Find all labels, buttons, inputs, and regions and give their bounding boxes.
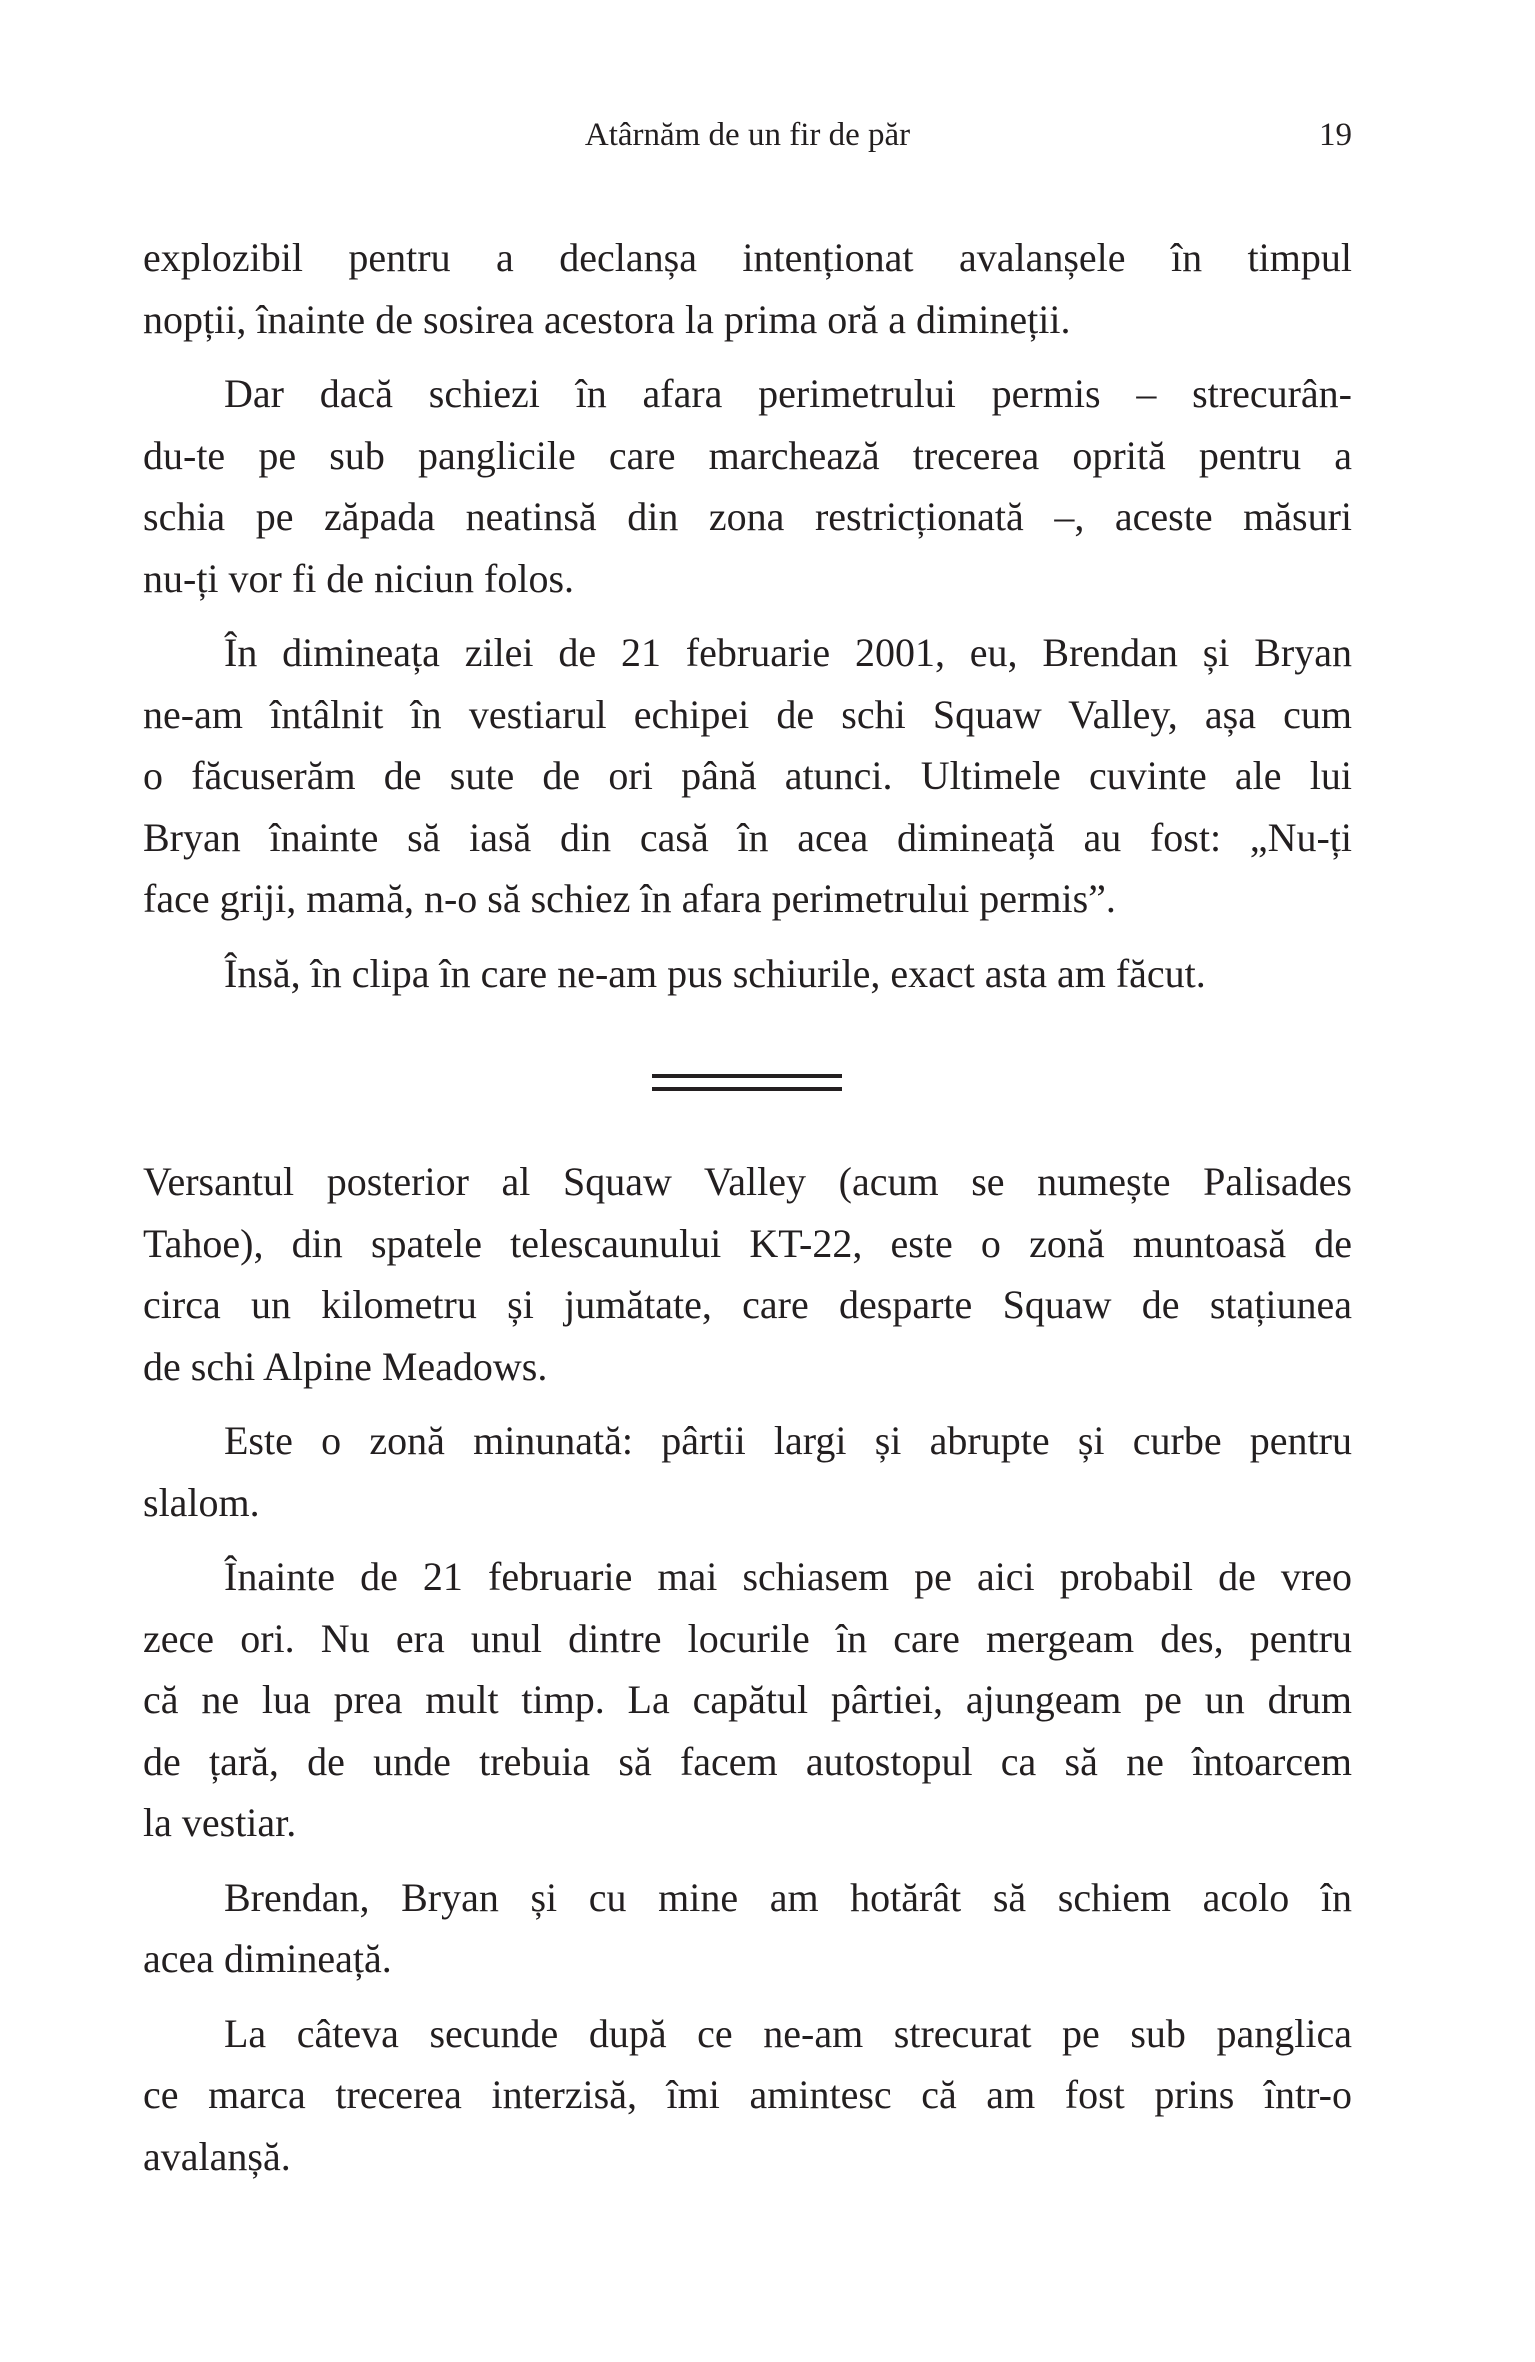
text-line: nopții, înainte de sosirea acestora la prima oră a dimineții. [143, 296, 1071, 342]
text-line: Este o zonă minunată: pârtii largi și abrupte și curbe pentru [224, 1418, 1352, 1463]
text-line: de țară, de unde trebuia să facem autostopul ca să ne întoarcem [143, 1738, 1352, 1784]
running-header-title: Atârnăm de un fir de păr [584, 117, 911, 153]
text-line: ne-am întâlnit în vestiarul echipei de schi Squaw Valley, așa cum [143, 691, 1352, 737]
page-number: 19 [1319, 117, 1352, 153]
text-line: face griji, mamă, n-o să schiez în afara perimetrului permis”. [143, 876, 1116, 921]
text-line: Dar dacă schiezi în afara perimetrului permis – strecurân- [224, 371, 1352, 416]
paragraph [143, 227, 1352, 350]
text-line: ce marca trecerea interzisă, îmi amintesc că am fost prins într-o [143, 2072, 1352, 2117]
text-line: de schi Alpine Meadows. [143, 1343, 548, 1389]
text-line: slalom. [143, 1479, 260, 1525]
text-line: nu-ți vor fi de niciun folos. [143, 555, 575, 601]
paragraph [143, 1151, 1352, 1397]
text-line: La câteva secunde după ce ne-am strecurat pe sub panglica [224, 2010, 1352, 2056]
paragraph [143, 1867, 1352, 1990]
text-line: la vestiar. [143, 1800, 297, 1845]
paragraph [143, 1546, 1352, 1854]
text-line: Brendan, Bryan și cu mine am hotărât să schiem acolo în [224, 1874, 1352, 1920]
text-line: În dimineața zilei de 21 februarie 2001, eu, Brendan și Bryan [224, 630, 1352, 675]
text-line: schia pe zăpada neatinsă din zona restricționată –, aceste măsuri [143, 494, 1352, 539]
text-line: explozibil pentru a declanșa intenționat avalanșele în timpul [143, 235, 1352, 280]
text-line: Versantul posterior al Squaw Valley (acum se numește Palisades [143, 1159, 1352, 1204]
paragraph [143, 363, 1352, 609]
section-2 [143, 1151, 1352, 2200]
paragraph [143, 2003, 1352, 2188]
text-line: du-te pe sub panglicile care marchează trecerea oprită pentru a [143, 432, 1352, 478]
paragraph [143, 943, 1352, 1005]
text-line: zece ori. Nu era unul dintre locurile în care mergeam des, pentru [143, 1615, 1352, 1661]
text-line: Înainte de 21 februarie mai schiasem pe aici probabil de vreo [224, 1554, 1352, 1599]
text-line: o făcuserăm de sute de ori până atunci. Ultimele cuvinte ale lui [143, 753, 1352, 798]
text-line: circa un kilometru și jumătate, care desparte Squaw de stațiunea [143, 1282, 1352, 1327]
text-line: avalanșă. [143, 2133, 291, 2179]
paragraph [143, 622, 1352, 930]
text-line: Însă, în clipa în care ne-am pus schiurile, exact asta am făcut. [224, 950, 1206, 996]
paragraph [143, 1410, 1352, 1533]
text-line: că ne lua prea mult timp. La capătul pârtiei, ajungeam pe un drum [143, 1677, 1352, 1722]
text-line: Bryan înainte să iasă din casă în acea dimineață au fost: „Nu-ți [143, 814, 1352, 860]
text-line: Tahoe), din spatele telescaunului KT-22, este o zonă muntoasă de [143, 1220, 1352, 1266]
text-line: acea dimineață. [143, 1936, 392, 1981]
section-divider-line [652, 1074, 842, 1078]
section-1 [143, 227, 1352, 1017]
section-divider-line [652, 1087, 842, 1091]
